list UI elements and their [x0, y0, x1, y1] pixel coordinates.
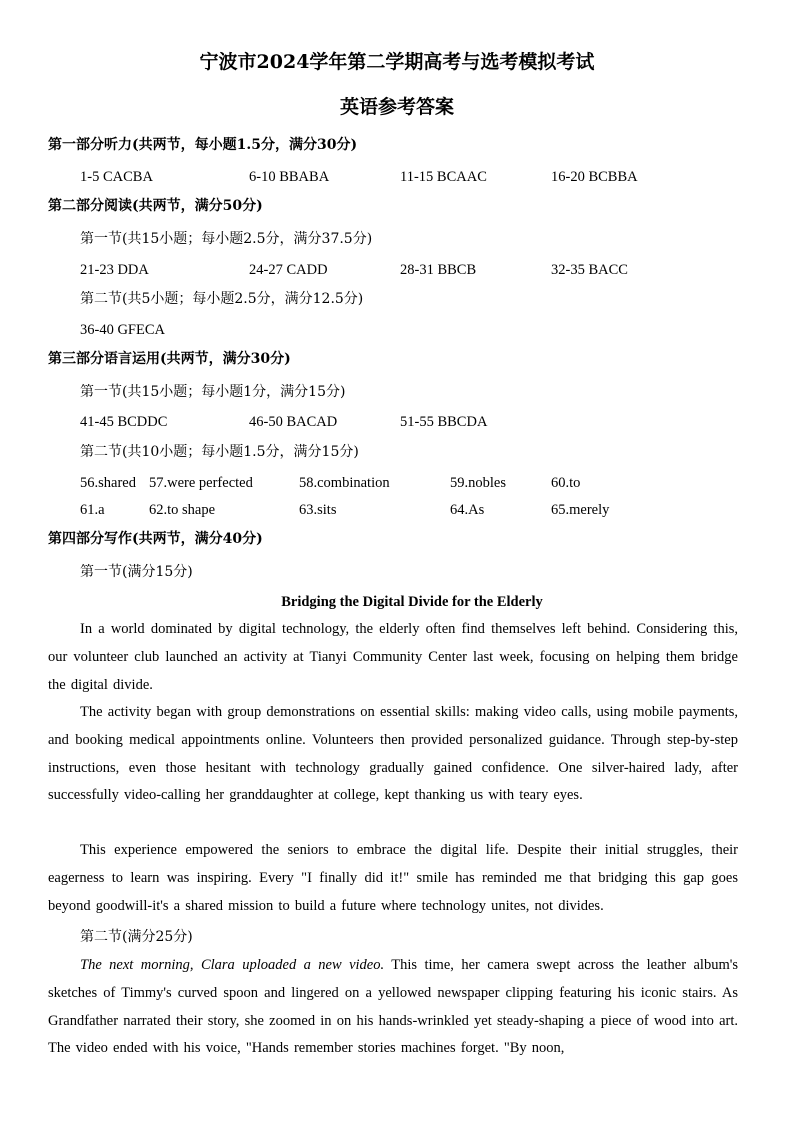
essay-paragraph-text: In a world dominated by digital technology, the elderly often find themselves left behind. Considering this, our volunteer club launched an activity at Tianyi Community Center last week, focusing on helping them bridge the digital divide.	[48, 621, 738, 693]
blank-answer: 57.were perfected	[149, 475, 253, 491]
blank-answer: 62.to shape	[149, 502, 216, 518]
blank-answer: 59.nobles	[450, 475, 506, 491]
part3-section1-heading: 第一节(共15小题；每小题1分，满分15分)	[80, 384, 346, 400]
part3-heading: 第三部分语言运用(共两节，满分30分)	[48, 351, 291, 367]
blank-answer: 56.shared	[80, 475, 136, 491]
part4-heading: 第四部分写作(共两节，满分40分)	[48, 531, 263, 547]
answer-group: 36-40 GFECA	[80, 322, 165, 338]
answer-group: 46-50 BACAD	[249, 414, 338, 430]
part4-section1-heading: 第一节(满分15分)	[80, 564, 193, 580]
essay-paragraph	[48, 616, 738, 699]
answer-group: 11-15 BCAAC	[400, 169, 487, 185]
essay-paragraph	[48, 699, 738, 810]
blank-answer: 61.a	[80, 502, 105, 518]
essay-paragraph	[48, 837, 738, 920]
blank-answer: 58.combination	[299, 475, 390, 491]
continuation-lead: The next morning, Clara uploaded a new video.	[80, 957, 385, 973]
answer-group: 6-10 BBABA	[249, 169, 330, 185]
part1-heading: 第一部分听力(共两节，每小题1.5分，满分30分)	[48, 137, 358, 153]
essay-paragraph-text: The activity began with group demonstrations on essential skills: making video calls, using mobile payments, and booking medical appointments online. Volunteers then provided personalized guidance. Through step-by-step instructions, even those hesitant with technology gradually gained confidence. One silver-haired lady, after successfully video-calling her granddaughter at college, kept thanking us with teary eyes.	[48, 704, 738, 804]
answer-group: 16-20 BCBBA	[551, 169, 638, 185]
answer-group: 21-23 DDA	[80, 262, 149, 278]
continuation-text: This time, her camera swept across the leather album's sketches of Timmy's curved spoon and lingered on a yellowed newspaper clipping featuring his iconic stairs. As Grandfather narrated their story, she zoomed in on his hands-wrinkled yet steady-shaping a piece of wood into art. The video ended with his voice, "Hands remember stories machines forget. "By noon,	[48, 957, 738, 1057]
blank-answer: 60.to	[551, 475, 581, 491]
part2-heading: 第二部分阅读(共两节，满分50分)	[48, 198, 263, 214]
part2-section2-heading: 第二节(共5小题；每小题2.5分，满分12.5分)	[80, 291, 364, 307]
part3-section2-heading: 第二节(共10小题；每小题1.5分，满分15分)	[80, 444, 359, 460]
answer-group: 28-31 BBCB	[400, 262, 477, 278]
continuation-paragraph	[48, 952, 738, 1063]
answer-group: 51-55 BBCDA	[400, 414, 488, 430]
part4-section2-heading: 第二节(满分25分)	[80, 929, 193, 945]
answer-group: 1-5 CACBA	[80, 169, 153, 185]
blank-answer: 65.merely	[551, 502, 610, 518]
essay-title: Bridging the Digital Divide for the Elderly	[281, 594, 543, 610]
blank-answer: 63.sits	[299, 502, 337, 518]
essay-paragraph-text: This experience empowered the seniors to embrace the digital life. Despite their initial struggles, their eagerness to learn was inspiring. Every "I finally did it!" smile has reminded me that bridging this gap goes beyond goodwill-it's a shared mission to build a future where technology unites, not divides.	[48, 842, 738, 914]
part2-section1-heading: 第一节(共15小题；每小题2.5分，满分37.5分)	[80, 231, 373, 247]
answer-group: 32-35 BACC	[551, 262, 628, 278]
page-title: 宁波市2024学年第二学期高考与选考模拟考试	[199, 51, 595, 73]
answer-group: 41-45 BCDDC	[80, 414, 168, 430]
blank-answer: 64.As	[450, 502, 485, 518]
page-subtitle: 英语参考答案	[339, 96, 454, 118]
answer-group: 24-27 CADD	[249, 262, 328, 278]
